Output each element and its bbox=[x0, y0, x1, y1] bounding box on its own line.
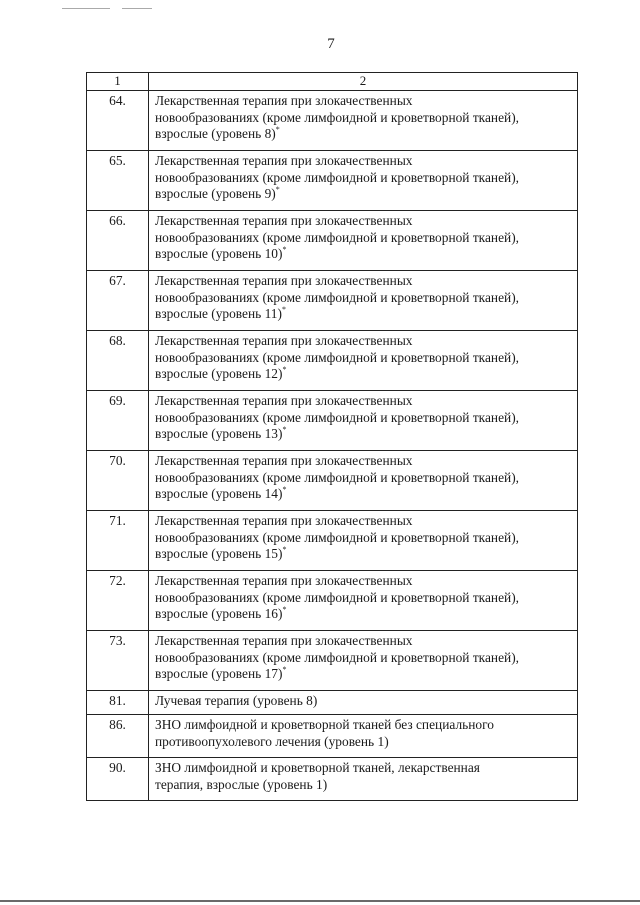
scan-artifact bbox=[62, 8, 110, 9]
scan-edge-line bbox=[0, 900, 640, 902]
table-row bbox=[87, 211, 578, 271]
table-header-row bbox=[87, 73, 578, 91]
table-row bbox=[87, 331, 578, 391]
table-row bbox=[87, 271, 578, 331]
footnote-asterisk: * bbox=[282, 605, 287, 615]
footnote-asterisk: * bbox=[282, 425, 287, 435]
footnote-asterisk: * bbox=[282, 245, 287, 255]
row-number: 81. bbox=[87, 691, 149, 715]
footnote-asterisk: * bbox=[282, 485, 287, 495]
row-description: Лекарственная терапия при злокачественных новообразованиях (кроме лимфоидной и кроветворной тканей), взрослые (уровень 11) bbox=[155, 273, 520, 322]
row-description: Лекарственная терапия при злокачественных новообразованиях (кроме лимфоидной и кроветворной тканей), взрослые (уровень 17) bbox=[155, 633, 520, 682]
footnote-asterisk: * bbox=[282, 665, 287, 675]
column-header-number: 1 bbox=[87, 73, 149, 91]
table-row bbox=[87, 571, 578, 631]
row-description-cell bbox=[149, 91, 578, 151]
row-description-cell bbox=[149, 331, 578, 391]
table-row bbox=[87, 151, 578, 211]
row-description-cell bbox=[149, 391, 578, 451]
table-row bbox=[87, 451, 578, 511]
row-number: 68. bbox=[87, 331, 149, 391]
row-number: 67. bbox=[87, 271, 149, 331]
footnote-asterisk: * bbox=[282, 545, 287, 555]
row-number: 66. bbox=[87, 211, 149, 271]
row-description: Лекарственная терапия при злокачественных новообразованиях (кроме лимфоидной и кроветворной тканей), взрослые (уровень 15) bbox=[155, 513, 520, 562]
row-number: 65. bbox=[87, 151, 149, 211]
table-row bbox=[87, 715, 578, 758]
row-description-cell bbox=[149, 715, 578, 758]
row-number: 71. bbox=[87, 511, 149, 571]
row-number: 72. bbox=[87, 571, 149, 631]
footnote-asterisk: * bbox=[275, 125, 280, 135]
table-row bbox=[87, 391, 578, 451]
row-description: Лекарственная терапия при злокачественных новообразованиях (кроме лимфоидной и кроветворной тканей), взрослые (уровень 8) bbox=[155, 93, 520, 142]
row-description-cell bbox=[149, 631, 578, 691]
row-description: Лекарственная терапия при злокачественных новообразованиях (кроме лимфоидной и кроветворной тканей), взрослые (уровень 16) bbox=[155, 573, 520, 622]
table-row bbox=[87, 691, 578, 715]
row-description-cell bbox=[149, 211, 578, 271]
table-row bbox=[87, 511, 578, 571]
table-row bbox=[87, 91, 578, 151]
row-description-cell bbox=[149, 691, 578, 715]
row-description: ЗНО лимфоидной и кроветворной тканей без специального противоопухолевого лечения (уровень 1) bbox=[155, 717, 494, 749]
row-description: ЗНО лимфоидной и кроветворной тканей, лекарственная терапия, взрослые (уровень 1) bbox=[155, 760, 480, 792]
table-row bbox=[87, 758, 578, 801]
row-description: Лекарственная терапия при злокачественных новообразованиях (кроме лимфоидной и кроветворной тканей), взрослые (уровень 14) bbox=[155, 453, 520, 502]
row-description: Лекарственная терапия при злокачественных новообразованиях (кроме лимфоидной и кроветворной тканей), взрослые (уровень 12) bbox=[155, 333, 520, 382]
row-description-cell bbox=[149, 571, 578, 631]
row-number: 64. bbox=[87, 91, 149, 151]
row-description-cell bbox=[149, 451, 578, 511]
footnote-asterisk: * bbox=[275, 185, 280, 195]
row-description-cell bbox=[149, 511, 578, 571]
row-number: 86. bbox=[87, 715, 149, 758]
row-description: Лекарственная терапия при злокачественных новообразованиях (кроме лимфоидной и кроветворной тканей), взрослые (уровень 13) bbox=[155, 393, 520, 442]
row-description-cell bbox=[149, 151, 578, 211]
table-body bbox=[87, 91, 578, 801]
services-table bbox=[86, 72, 578, 801]
row-number: 69. bbox=[87, 391, 149, 451]
footnote-asterisk: * bbox=[281, 305, 286, 315]
row-description: Лекарственная терапия при злокачественных новообразованиях (кроме лимфоидной и кроветворной тканей), взрослые (уровень 9) bbox=[155, 153, 520, 202]
page-number: 7 bbox=[327, 36, 335, 52]
footnote-asterisk: * bbox=[282, 365, 287, 375]
scan-artifact bbox=[122, 8, 152, 9]
row-description: Лекарственная терапия при злокачественных новообразованиях (кроме лимфоидной и кроветворной тканей), взрослые (уровень 10) bbox=[155, 213, 520, 262]
row-description-cell bbox=[149, 271, 578, 331]
column-header-description: 2 bbox=[149, 73, 578, 91]
row-number: 90. bbox=[87, 758, 149, 801]
row-description: Лучевая терапия (уровень 8) bbox=[155, 693, 318, 708]
table-row bbox=[87, 631, 578, 691]
row-description-cell bbox=[149, 758, 578, 801]
row-number: 70. bbox=[87, 451, 149, 511]
row-number: 73. bbox=[87, 631, 149, 691]
